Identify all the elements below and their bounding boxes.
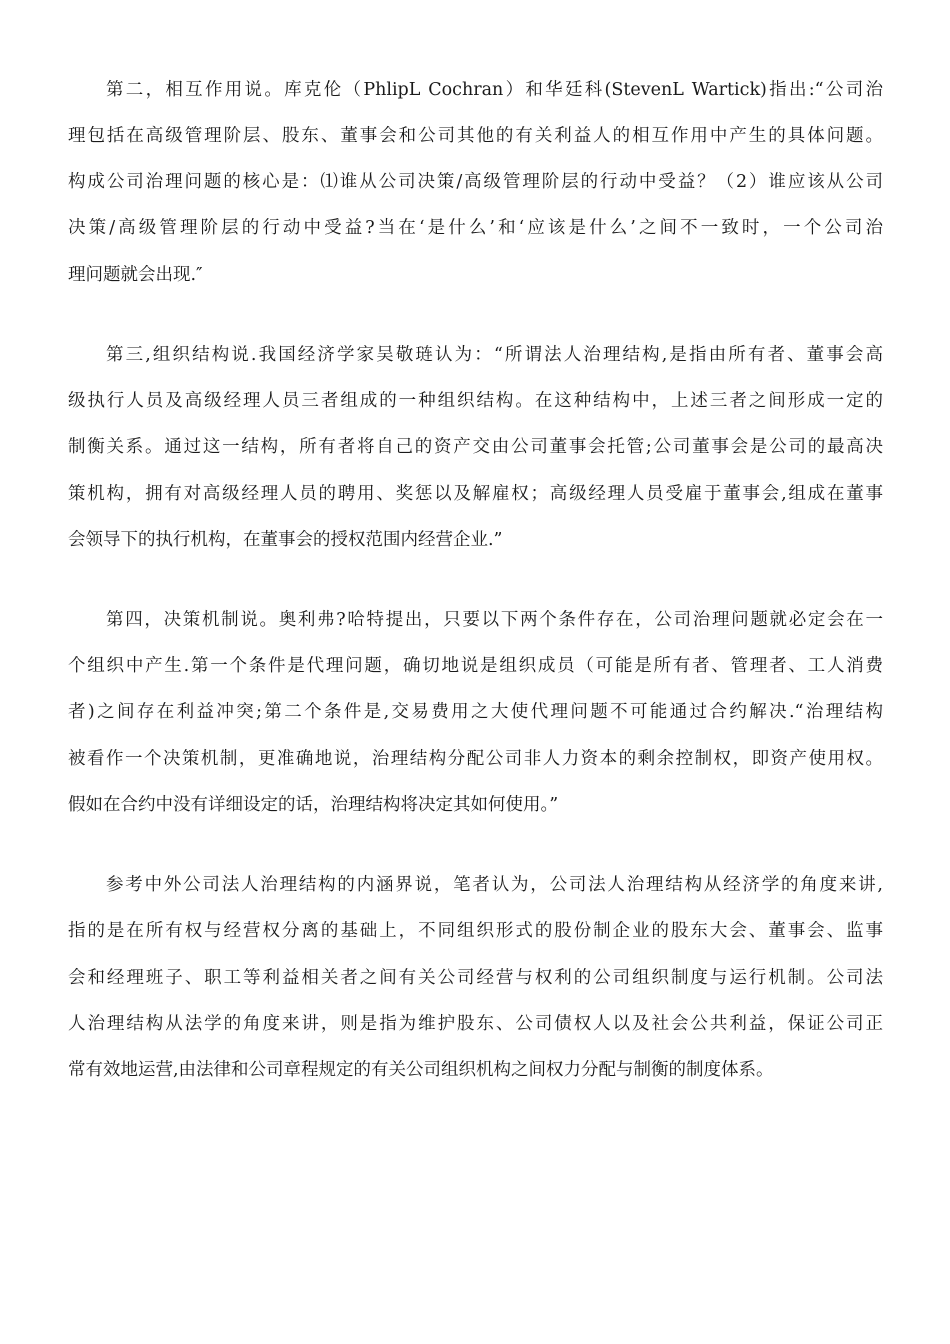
paragraph-4-line-1: 参考中外公司法人治理结构的内涵界说，笔者认为，公司法人治理结构从经济学的角度来讲, <box>106 875 883 895</box>
paragraph-4-line-5: 常有效地运营,由法律和公司章程规定的有关公司组织机构之间权力分配与制衡的制度体系。 <box>68 1060 774 1080</box>
paragraph-3-line-5: 假如在合约中没有详细设定的话，治理结构将决定其如何使用。” <box>68 795 559 815</box>
paragraph-1-line-4: 决策/高级管理阶层的行动中受益?当在‘是什么’和‘应该是什么’之间不一致时，一个公司治 <box>68 218 883 238</box>
paragraph-3-line-1: 第四，决策机制说。奥利弗?哈特提出，只要以下两个条件存在，公司治理问题就必定会在一 <box>106 610 883 630</box>
paragraph-2-line-4: 策机构，拥有对高级经理人员的聘用、奖惩以及解雇权；高级经理人员受雇于董事会,组成在董事 <box>68 484 883 504</box>
paragraph-3-line-2: 个组织中产生.第一个条件是代理问题，确切地说是组织成员（可能是所有者、管理者、工人消费 <box>68 656 883 676</box>
paragraph-1-line-3: 构成公司治理问题的核心是：⑴谁从公司决策/高级管理阶层的行动中受益？（2）谁应该从公司 <box>68 172 883 192</box>
paragraph-1-line-5: 理问题就会出现.″ <box>68 265 203 285</box>
paragraph-4-line-2: 指的是在所有权与经营权分离的基础上，不同组织形式的股份制企业的股东大会、董事会、监事 <box>68 921 883 941</box>
paragraph-1-line-2: 理包括在高级管理阶层、股东、董事会和公司其他的有关利益人的相互作用中产生的具体问题。 <box>68 126 883 146</box>
paragraph-3-line-3: 者)之间存在利益冲突;第二个条件是,交易费用之大使代理问题不可能通过合约解决.“治理结构 <box>68 702 883 722</box>
paragraph-4-line-4: 人治理结构从法学的角度来讲，则是指为维护股东、公司债权人以及社会公共利益，保证公司正 <box>68 1014 883 1034</box>
paragraph-1-line-1: 第二，相互作用说。库克伦（PhlipL Cochran）和华廷科(StevenL Wartick)指出:“公司治 <box>106 80 883 100</box>
paragraph-2-line-3: 制衡关系。通过这一结构，所有者将自己的资产交由公司董事会托管;公司董事会是公司的最高决 <box>68 437 883 457</box>
paragraph-2-line-5: 会领导下的执行机构，在董事会的授权范围内经营企业.” <box>68 530 503 550</box>
paragraph-2-line-1: 第三,组织结构说.我国经济学家吴敬琏认为：“所谓法人治理结构,是指由所有者、董事会高 <box>106 345 883 365</box>
paragraph-4-line-3: 会和经理班子、职工等利益相关者之间有关公司经营与权利的公司组织制度与运行机制。公司法 <box>68 968 883 988</box>
paragraph-2-line-2: 级执行人员及高级经理人员三者组成的一种组织结构。在这种结构中，上述三者之间形成一定的 <box>68 391 883 411</box>
paragraph-3-line-4: 被看作一个决策机制，更准确地说，治理结构分配公司非人力资本的剩余控制权，即资产使用权。 <box>68 749 883 769</box>
